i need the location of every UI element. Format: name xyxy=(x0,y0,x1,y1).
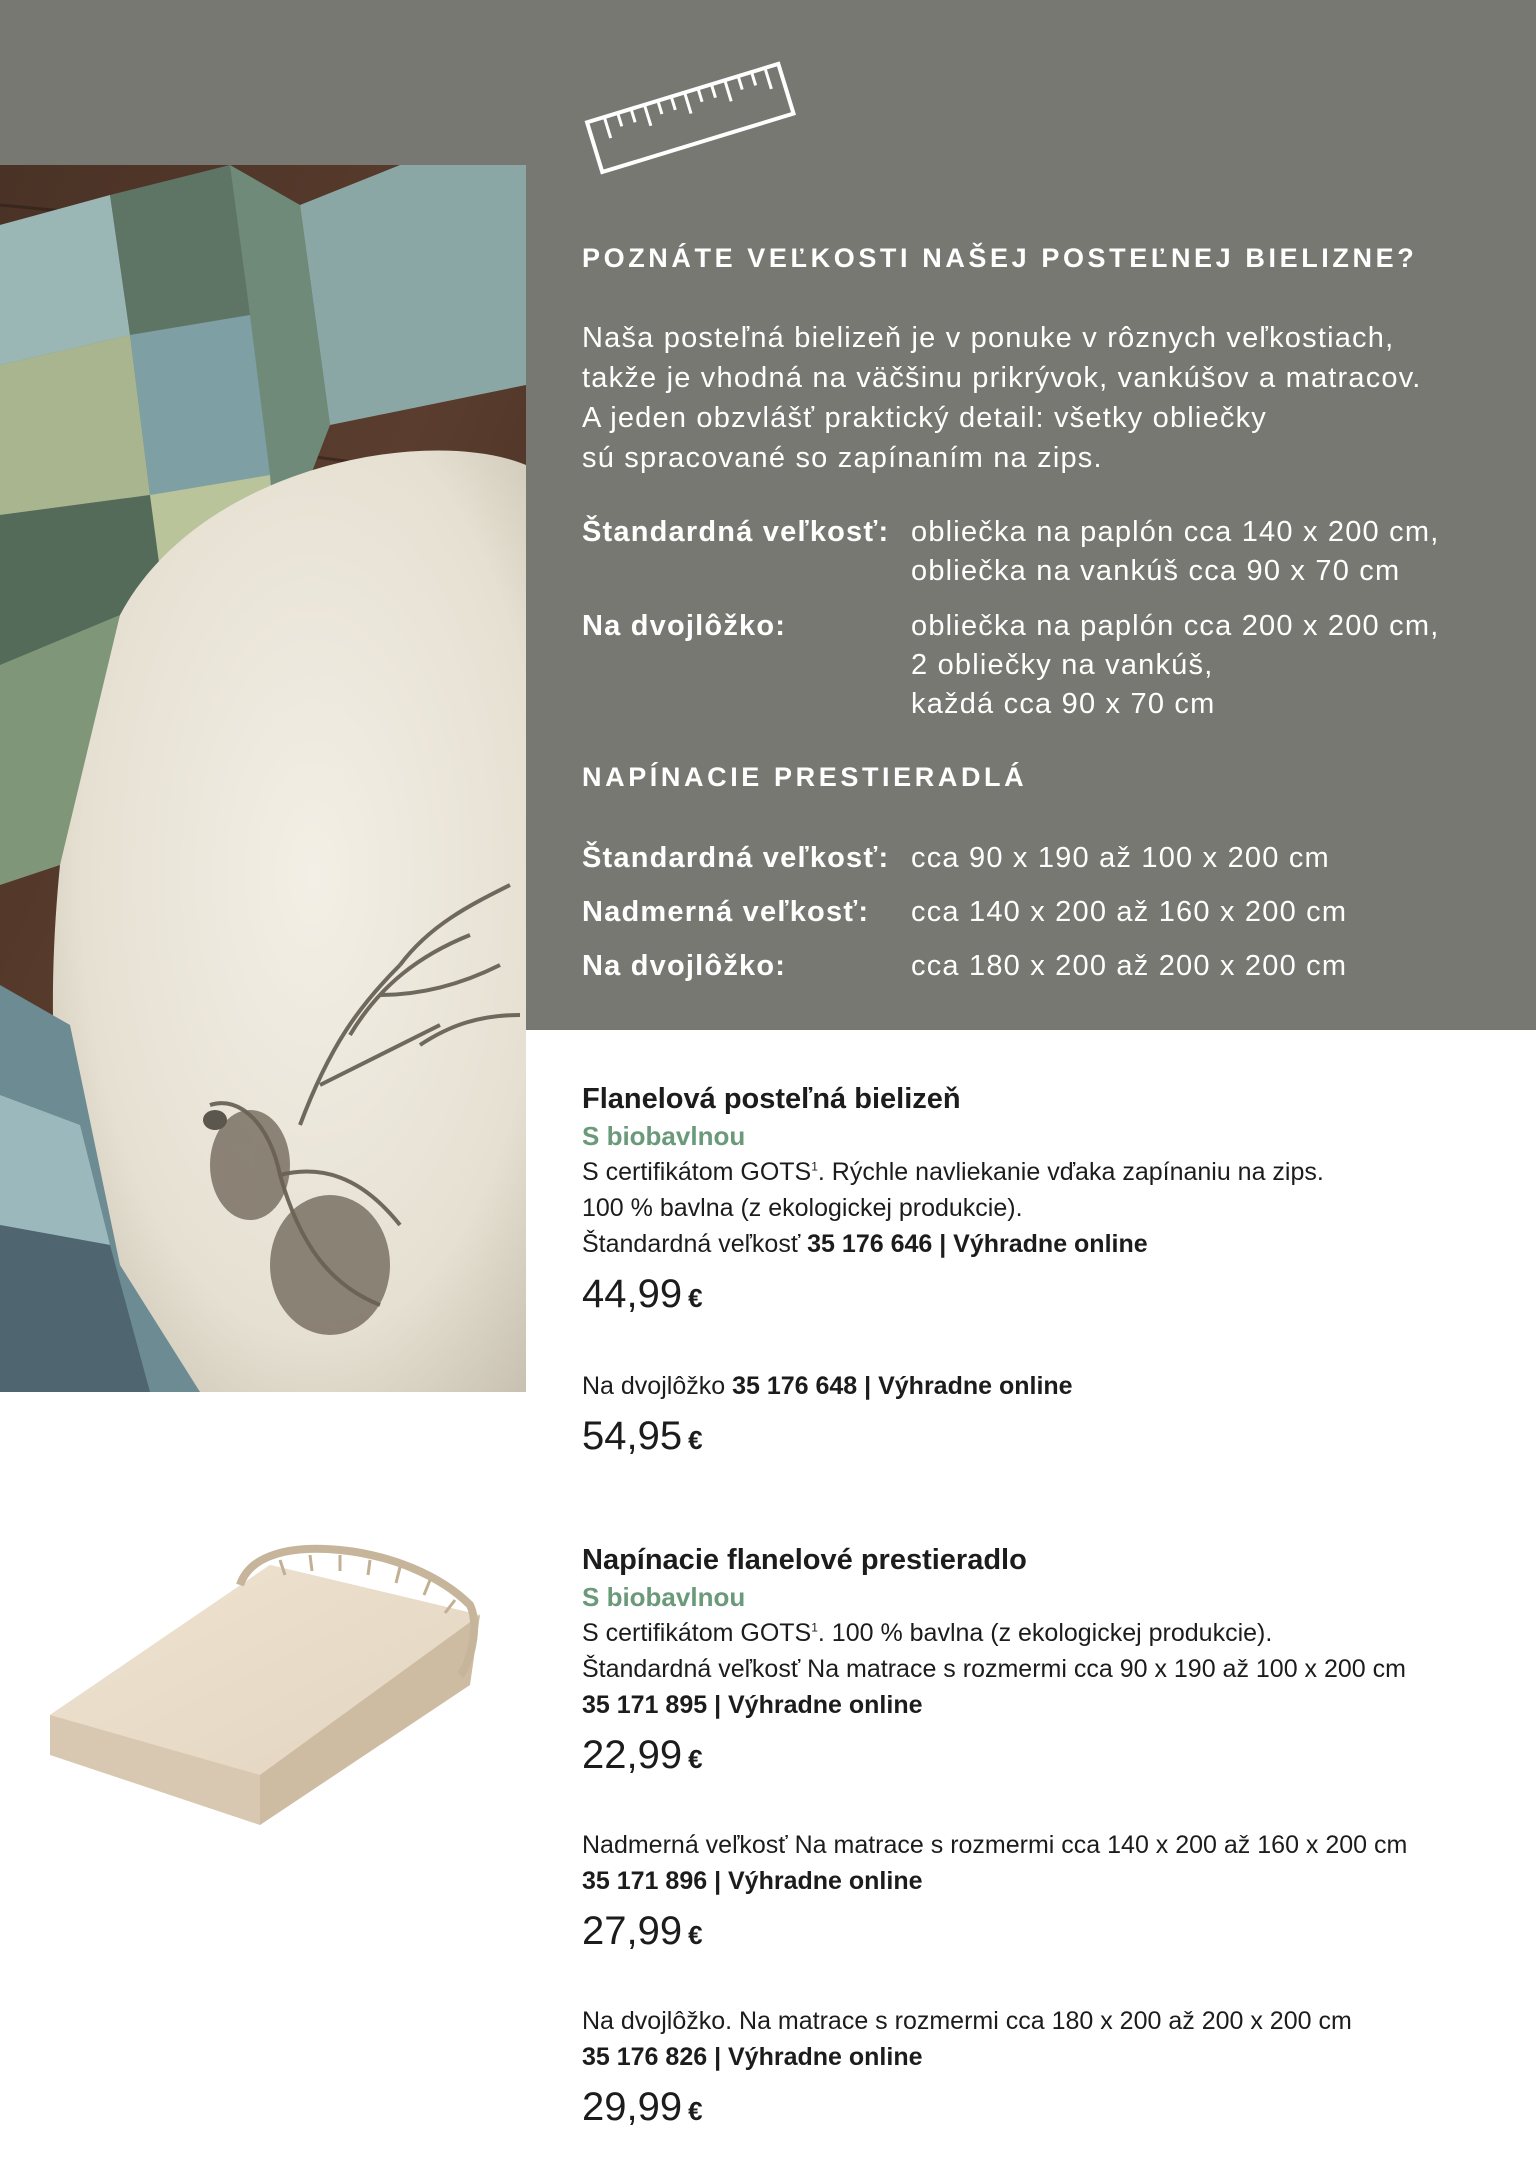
price: 54,95 € xyxy=(582,1414,703,1458)
size-value: obliečka na paplón cca 200 x 200 cm, 2 obliečky na vankúš, každá cca 90 x 70 cm xyxy=(911,610,1440,720)
size-label: Na dvojlôžko: xyxy=(582,610,787,642)
intro-line: takže je vhodná na väčšinu prikrývok, vankúšov a matracov. xyxy=(582,362,1422,394)
sheet-value: cca 90 x 190 až 100 x 200 cm xyxy=(911,842,1330,874)
sheet-label: Na dvojlôžko: xyxy=(582,950,787,982)
sheet-value: cca 180 x 200 až 200 x 200 cm xyxy=(911,950,1348,982)
variant-line: Nadmerná veľkosť Na matrace s rozmermi cca 140 x 200 až 160 x 200 cm xyxy=(582,1831,1408,1859)
sheet-label: Nadmerná veľkosť: xyxy=(582,896,870,928)
variant-code: 35 171 895 | Výhradne online xyxy=(582,1691,923,1719)
size-label: Štandardná veľkosť: xyxy=(582,516,890,548)
price: 22,99 € xyxy=(582,1733,703,1777)
variant-code: 35 171 896 | Výhradne online xyxy=(582,1867,923,1895)
variant-code: 35 176 826 | Výhradne online xyxy=(582,2043,923,2071)
product-description: S certifikátom GOTS$^1$. 100 % bavlna (z ekologickej produkcie). xyxy=(582,1619,1273,1647)
price: 44,99 € xyxy=(582,1272,703,1316)
product-subtitle: S biobavlnou xyxy=(582,1582,746,1612)
variant-line: Štandardná veľkosť 35 176 646 | Výhradne online xyxy=(582,1230,1148,1258)
price: 29,99 € xyxy=(582,2085,703,2129)
size-intro xyxy=(582,318,1422,478)
variant-line: Na dvojlôžko 35 176 648 | Výhradne online xyxy=(582,1372,1073,1400)
variant-line: Štandardná veľkosť Na matrace s rozmermi cca 90 x 190 až 100 x 200 cm xyxy=(582,1655,1406,1683)
intro-line: Naša posteľná bielizeň je v ponuke v rôznych veľkostiach, xyxy=(582,322,1395,354)
product-fitted-sheet xyxy=(582,1541,1512,2139)
bedding-photo xyxy=(0,165,526,1392)
price: 27,99 € xyxy=(582,1909,703,1953)
variant-line: Na dvojlôžko. Na matrace s rozmermi cca 180 x 200 až 200 x 200 cm xyxy=(582,2007,1352,2035)
sheet-value: cca 140 x 200 až 160 x 200 cm xyxy=(911,896,1348,928)
sheet-label: Štandardná veľkosť: xyxy=(582,842,890,874)
size-heading: POZNÁTE VEĽKOSTI NAŠEJ POSTEĽNEJ BIELIZNE? xyxy=(582,243,1418,273)
ruler-icon xyxy=(580,52,800,182)
product-description: 100 % bavlna (z ekologickej produkcie). xyxy=(582,1194,1023,1222)
size-value: obliečka na paplón cca 140 x 200 cm, obliečka na vankúš cca 90 x 70 cm xyxy=(911,516,1440,587)
product-flannel-bedding xyxy=(582,1080,1512,1468)
product-title: Napínacie flanelové prestieradlo xyxy=(582,1544,1027,1576)
sheets-heading: NAPÍNACIE PRESTIERADLÁ xyxy=(582,762,1028,792)
fitted-sheet-photo xyxy=(40,1515,520,1835)
intro-line: sú spracované so zapínaním na zips. xyxy=(582,442,1103,474)
product-title: Flanelová posteľná bielizeň xyxy=(582,1083,961,1115)
product-subtitle: S biobavlnou xyxy=(582,1121,746,1151)
intro-line: A jeden obzvlášť praktický detail: všetky obliečky xyxy=(582,402,1268,434)
product-description: S certifikátom GOTS$^1$. Rýchle navliekanie vďaka zapínaniu na zips. xyxy=(582,1158,1324,1186)
